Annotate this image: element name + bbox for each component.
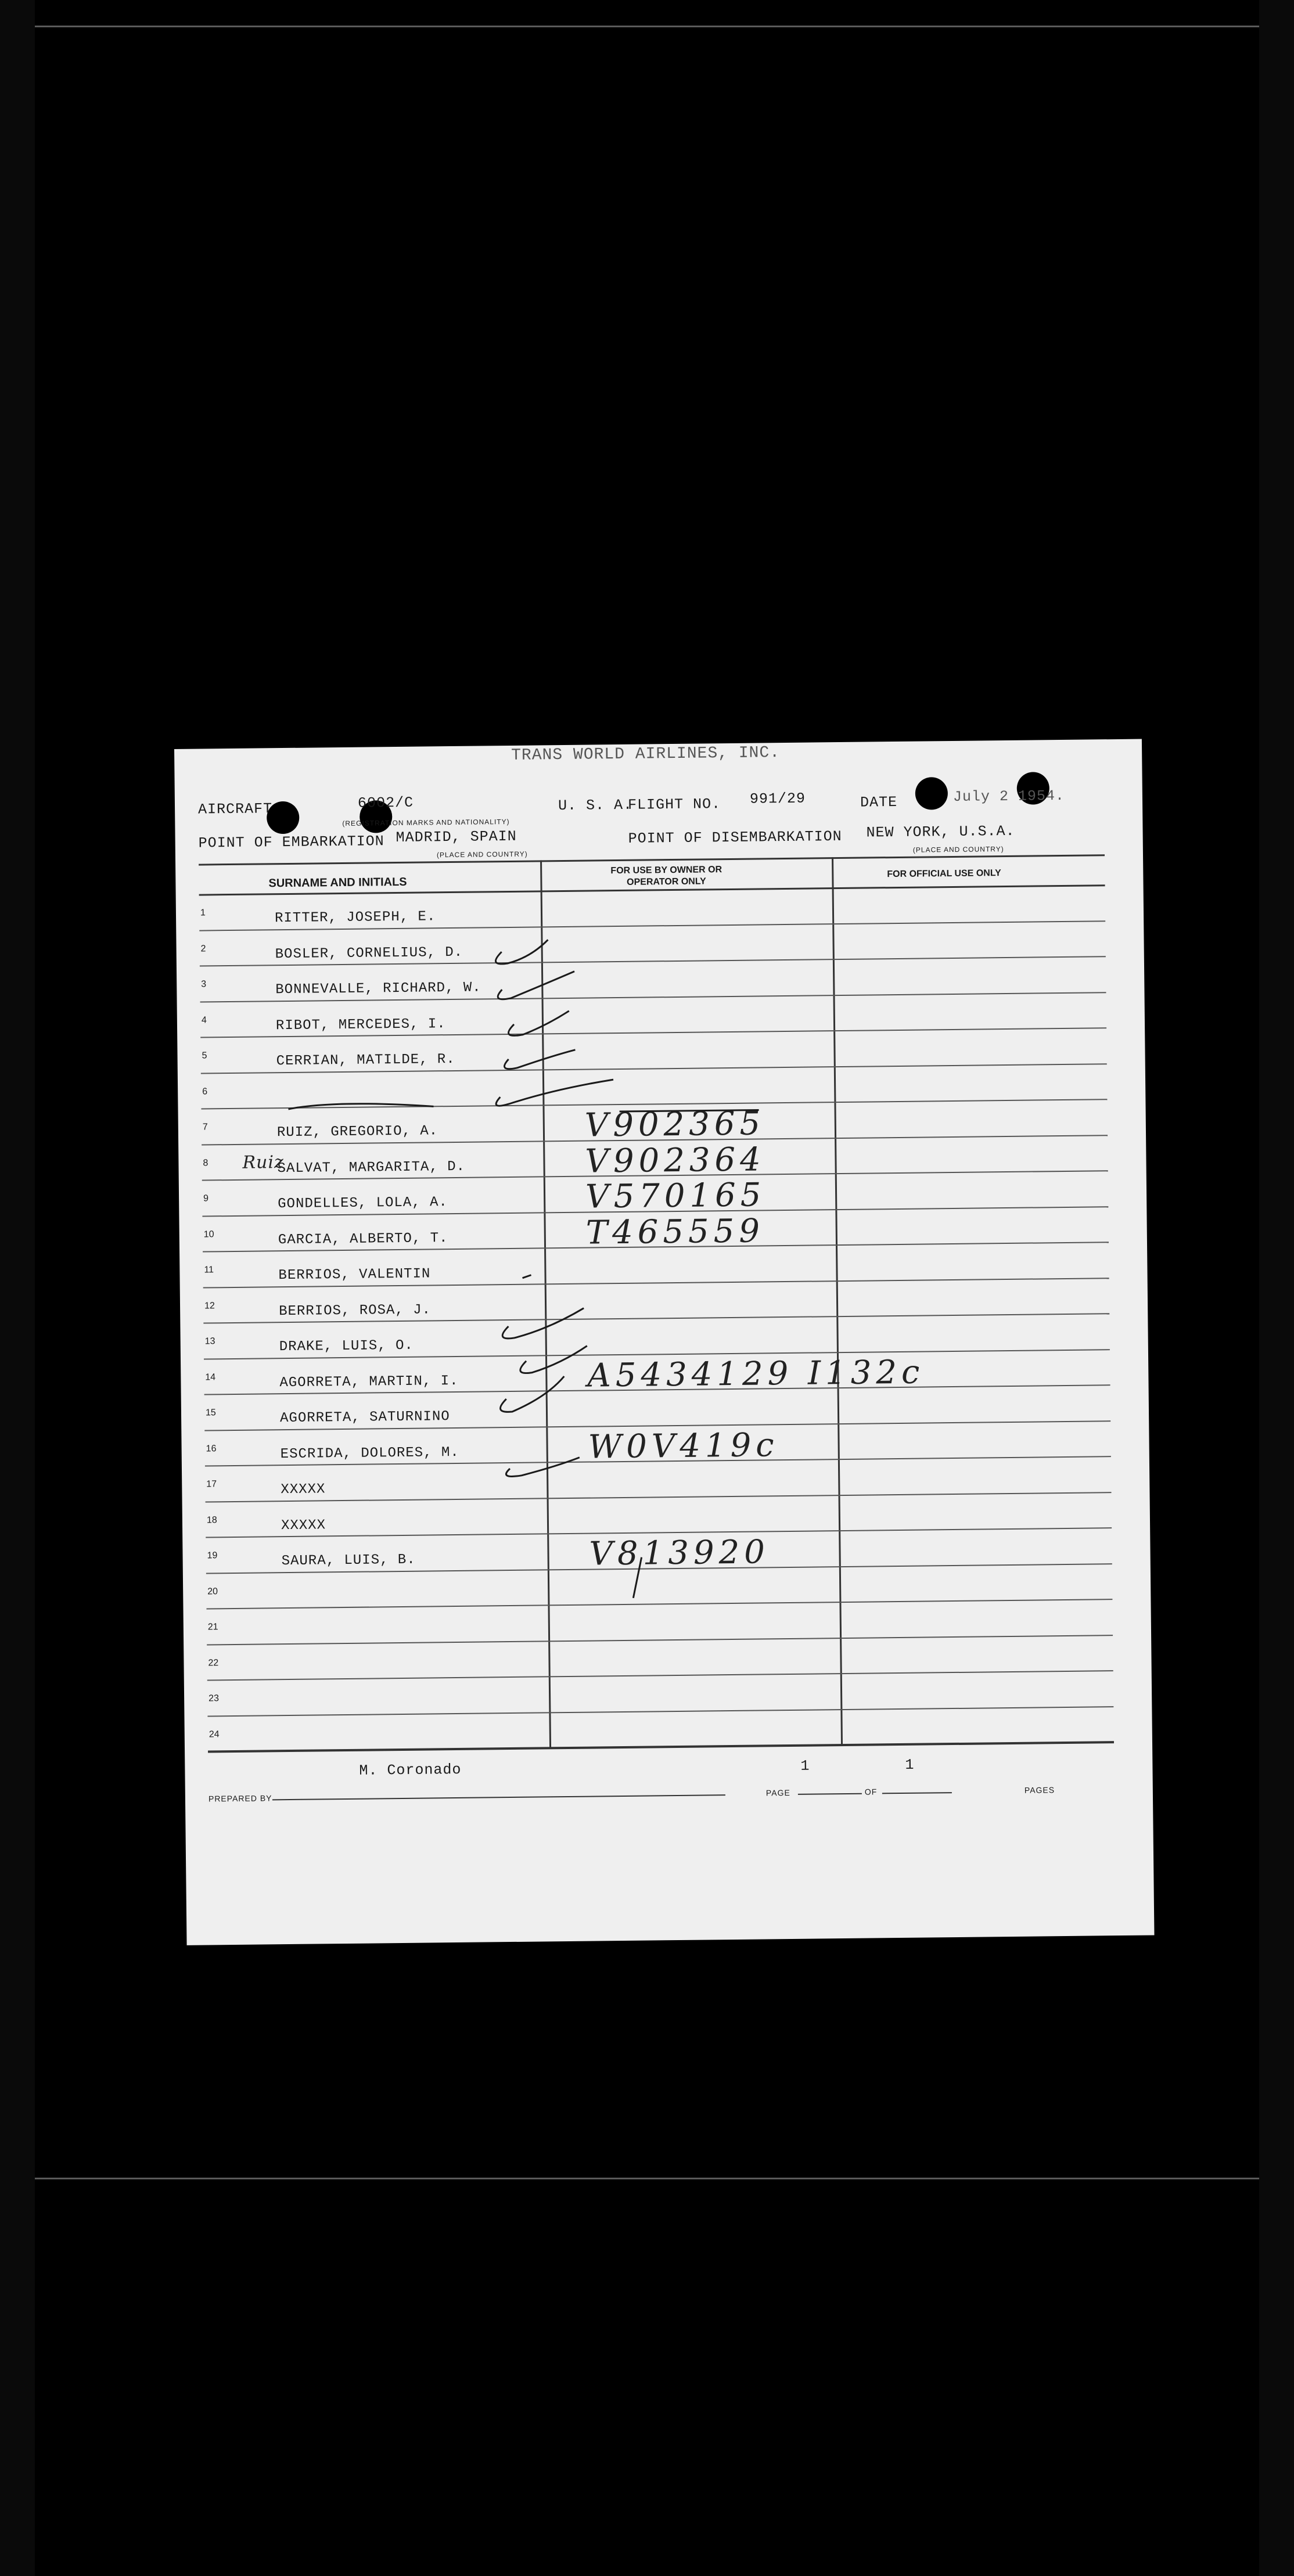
passenger-name: BONNEVALLE, RICHARD, W.: [275, 980, 481, 998]
scan-edge-bottom: [0, 2178, 1294, 2179]
row-number: 11: [204, 1265, 214, 1275]
usa-label: U. S. A.: [558, 796, 633, 815]
passport-number: V813920: [589, 1533, 770, 1573]
date-value: July 2 1954.: [952, 787, 1065, 805]
row-number: 13: [204, 1336, 215, 1347]
col-header-owner: FOR USE BY OWNER OR OPERATOR ONLY: [610, 865, 723, 887]
row-number: 14: [205, 1372, 216, 1383]
row-number: 24: [209, 1729, 220, 1739]
scan-border-right: [1259, 0, 1294, 2576]
passenger-name: BERRIOS, VALENTIN: [278, 1266, 431, 1284]
passenger-manifest-sheet: [174, 739, 1154, 1945]
flight-label: FLIGHT NO.: [627, 796, 721, 814]
row-number: 19: [207, 1550, 218, 1561]
passenger-name: AGORRETA, SATURNINO: [279, 1409, 450, 1427]
row-number: 6: [202, 1086, 208, 1097]
check-mark: [502, 1308, 584, 1339]
passenger-name: BERRIOS, ROSA, J.: [279, 1301, 432, 1319]
check-mark: [523, 1275, 531, 1278]
disembark-label: POINT OF DISEMBARKATION: [628, 828, 842, 847]
date-label: DATE: [860, 793, 898, 811]
row-number: 18: [206, 1514, 217, 1525]
row-number: 9: [203, 1193, 209, 1204]
col-header-surname: SURNAME AND INITIALS: [268, 875, 407, 890]
row-number: 5: [202, 1050, 207, 1061]
row-number: 21: [207, 1622, 218, 1632]
embark-label: POINT OF EMBARKATION: [198, 833, 384, 852]
passenger-name: AGORRETA, MARTIN, I.: [279, 1373, 459, 1391]
passenger-name: SAURA, LUIS, B.: [281, 1552, 416, 1570]
check-mark: [495, 940, 548, 964]
scan-border-left: [0, 0, 35, 2576]
row-number: 2: [200, 943, 206, 954]
passenger-name: RIBOT, MERCEDES, I.: [275, 1016, 446, 1034]
row-number: 4: [201, 1014, 207, 1026]
disembark-sublabel: (PLACE AND COUNTRY): [912, 845, 1004, 854]
passport-number: W0V419c: [588, 1426, 779, 1466]
of-label: OF: [864, 1787, 878, 1797]
passport-number: A5434129 I132c: [587, 1353, 925, 1395]
row-number: 12: [204, 1300, 215, 1311]
row-number: 15: [205, 1408, 216, 1418]
row-number: 22: [208, 1657, 219, 1668]
aircraft-label: AIRCRAFT: [197, 800, 273, 818]
check-mark: [620, 1110, 759, 1111]
embark-sublabel: (PLACE AND COUNTRY): [436, 850, 528, 859]
check-marks: [174, 739, 1154, 1945]
passenger-name: GARCIA, ALBERTO, T.: [278, 1230, 448, 1248]
passenger-name: XXXXX: [281, 1481, 326, 1498]
row-number: 7: [202, 1122, 208, 1132]
passenger-name: ESCRIDA, DOLORES, M.: [280, 1444, 459, 1462]
row-number: 1: [200, 908, 206, 918]
row-number: 20: [207, 1586, 218, 1596]
passenger-name: SALVAT, MARGARITA, D.: [277, 1159, 466, 1177]
check-mark: [508, 1011, 569, 1036]
airline-name: TRANS WORLD AIRLINES, INC.: [511, 744, 781, 765]
scan-edge-top: [0, 26, 1294, 27]
row-number: 3: [201, 979, 207, 990]
row-number: 17: [206, 1479, 217, 1490]
disembark-value: NEW YORK, U.S.A.: [866, 822, 1015, 841]
check-mark: [498, 972, 575, 999]
check-mark: [633, 1557, 642, 1598]
row-number: 10: [203, 1229, 214, 1240]
passenger-name: BOSLER, CORNELIUS, D.: [275, 944, 463, 962]
passport-number: V902364: [585, 1140, 766, 1181]
passport-number: T465559: [585, 1211, 765, 1252]
col-header-official: FOR OFFICIAL USE ONLY: [887, 868, 1001, 880]
pages-label: PAGES: [1024, 1785, 1055, 1795]
row-number: 23: [209, 1693, 220, 1704]
of-value: 1: [905, 1756, 915, 1773]
passenger-name: DRAKE, LUIS, O.: [279, 1337, 414, 1355]
passport-number: V902365: [584, 1104, 765, 1145]
embark-value: MADRID, SPAIN: [396, 828, 517, 847]
flight-value: 991/29: [749, 790, 806, 808]
passenger-name: RUIZ, GREGORIO, A.: [276, 1123, 438, 1141]
passenger-name: CERRIAN, MATILDE, R.: [276, 1051, 455, 1070]
passport-number: V570165: [585, 1176, 766, 1216]
passenger-name: RITTER, JOSEPH, E.: [274, 909, 436, 927]
aircraft-value: 6002/C: [357, 794, 414, 812]
row-number: 16: [206, 1443, 217, 1454]
check-mark: [500, 1376, 565, 1412]
page-label: PAGE: [765, 1787, 790, 1798]
check-mark: [504, 1050, 576, 1069]
check-mark: [288, 1103, 433, 1109]
check-mark: [520, 1346, 587, 1373]
row-number: 8: [203, 1157, 209, 1168]
passenger-name: XXXXX: [281, 1517, 326, 1534]
aircraft-sublabel: (REGISTRATION MARKS AND NATIONALITY): [342, 817, 510, 828]
prepared-by-value: M. Coronado: [359, 1761, 462, 1779]
page-value: 1: [800, 1757, 810, 1775]
check-mark: [506, 1458, 580, 1477]
check-mark: [496, 1080, 614, 1106]
passenger-name: GONDELLES, LOLA, A.: [278, 1195, 448, 1213]
margin-handwritten-note: Ruiz: [242, 1152, 284, 1173]
prepared-by-label: PREPARED BY: [208, 1793, 272, 1804]
